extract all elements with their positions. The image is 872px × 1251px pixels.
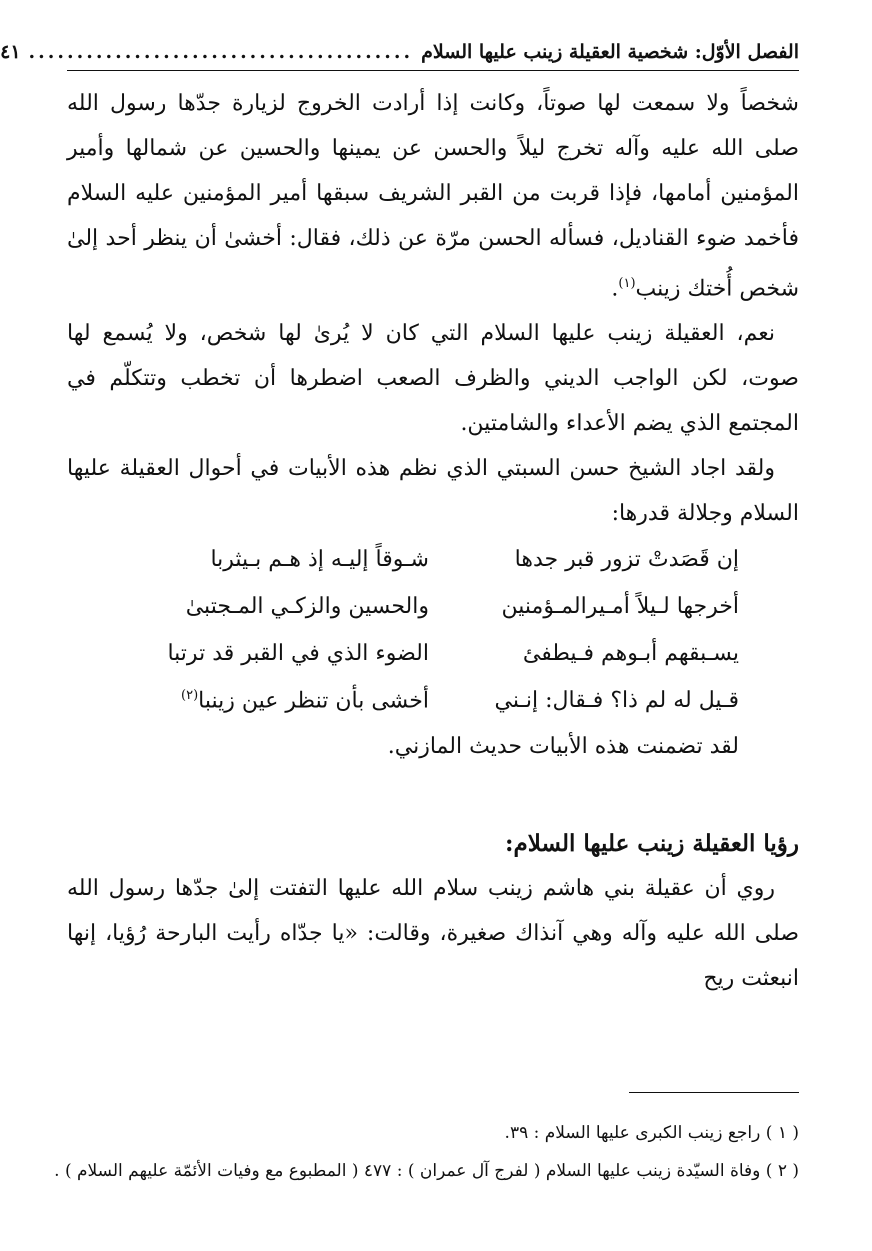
section-heading: رؤيا العقيلة زينب عليها السلام: [505, 830, 799, 858]
verse-second-hemistich-text: أخشى بأن تنظر عين زينبا [198, 688, 429, 714]
book-page [0, 34, 799, 1224]
verse-row [67, 583, 799, 630]
verse-second-hemistich: والحسين والزكـي المـجتبىٰ [185, 594, 429, 620]
verse-first-hemistich: أخرجها لـيلاً أمـيرالمـؤمنين [501, 594, 739, 620]
header-leader-dots: ........................................ [28, 41, 414, 63]
verse-second-hemistich [99, 688, 429, 713]
verse-first-hemistich: إن قَصَدتْ تزور قبر جدها [514, 547, 739, 573]
poem-verses [67, 536, 799, 724]
verse-second-hemistich: شـوقاً إليـه إذ هـم بـيثربا [210, 547, 429, 573]
footnote-2: ( ٢ ) وفاة السيّدة زينب عليها السلام ( لفرج آل عمران ) : ٤٧٧ ( المطبوع مع وفيات الأئمّة عليهم السلام ) . [54, 1161, 799, 1181]
paragraph-3: ولقد اجاد الشيخ حسن السبتي الذي نظم هذه الأبيات في أحوال العقيلة عليها السلام وجلالة قدرها: [67, 456, 799, 527]
section-paragraph: روي أن عقيلة بني هاشم زينب سلام الله عليها التفتت إلىٰ جدّها رسول الله صلى الله عليه وآله وهي آنذاك صغيرة، وقالت: «يا جدّاه رأيت البارحة رُؤيا، إنها انبعثت ريح [67, 876, 799, 992]
verse-row [67, 536, 799, 583]
verse-row [67, 630, 799, 677]
paragraph-1-text: شخصاً ولا سمعت لها صوتاً، وكانت إذا أرادت الخروج لزيارة جدّها رسول الله صلى الله عليه وآله تخرج ليلاً والحسن عن يمينها والحسين عن شمالها وأمير المؤمنين أمامها، فإذا قربت من القبر الشريف سبقها أمير المؤمنين عليه السلام فأخمد ضوء القناديل، فسأله الحسن مرّة عن ذلك، فقال: أخشىٰ أن ينظر أحد إلىٰ شخص أُختك زينب [67, 91, 799, 302]
running-header [0, 34, 799, 71]
paragraph-1-end: . [611, 276, 619, 302]
paragraph-2: نعم، العقيلة زينب عليها السلام التي كان لا يُرىٰ لها شخص، ولا يُسمع لها صوت، لكن الواجب الديني والظرف الصعب اضطرها أن تخطب وتتكلّم في المجتمع الذي يضم الأعداء والشامتين. [67, 321, 799, 437]
verse-row [67, 677, 799, 724]
footnote-separator [629, 1092, 799, 1093]
verse-second-hemistich: الضوء الذي في القبر قد ترتبا [167, 641, 429, 667]
page-number: ٤١ [0, 41, 21, 63]
paragraph-1 [67, 81, 799, 311]
footnotes [54, 1114, 799, 1190]
footnote-ref-2[interactable]: (٢) [181, 688, 199, 704]
verse-first-hemistich: يسـبقهم أبـوهم فـيطفئ [522, 641, 739, 667]
footnote-ref-1[interactable]: (١) [618, 276, 636, 291]
verse-note: لقد تضمنت هذه الأبيات حديث المازني. [387, 734, 739, 760]
chapter-title: الفصل الأوّل: شخصية العقيلة زينب عليها السلام [421, 41, 799, 63]
footnote-1: ( ١ ) راجع زينب الكبرى عليها السلام : ٣٩. [504, 1123, 799, 1143]
verse-first-hemistich: قـيل له لم ذا؟ فـقال: إنـني [494, 688, 739, 714]
